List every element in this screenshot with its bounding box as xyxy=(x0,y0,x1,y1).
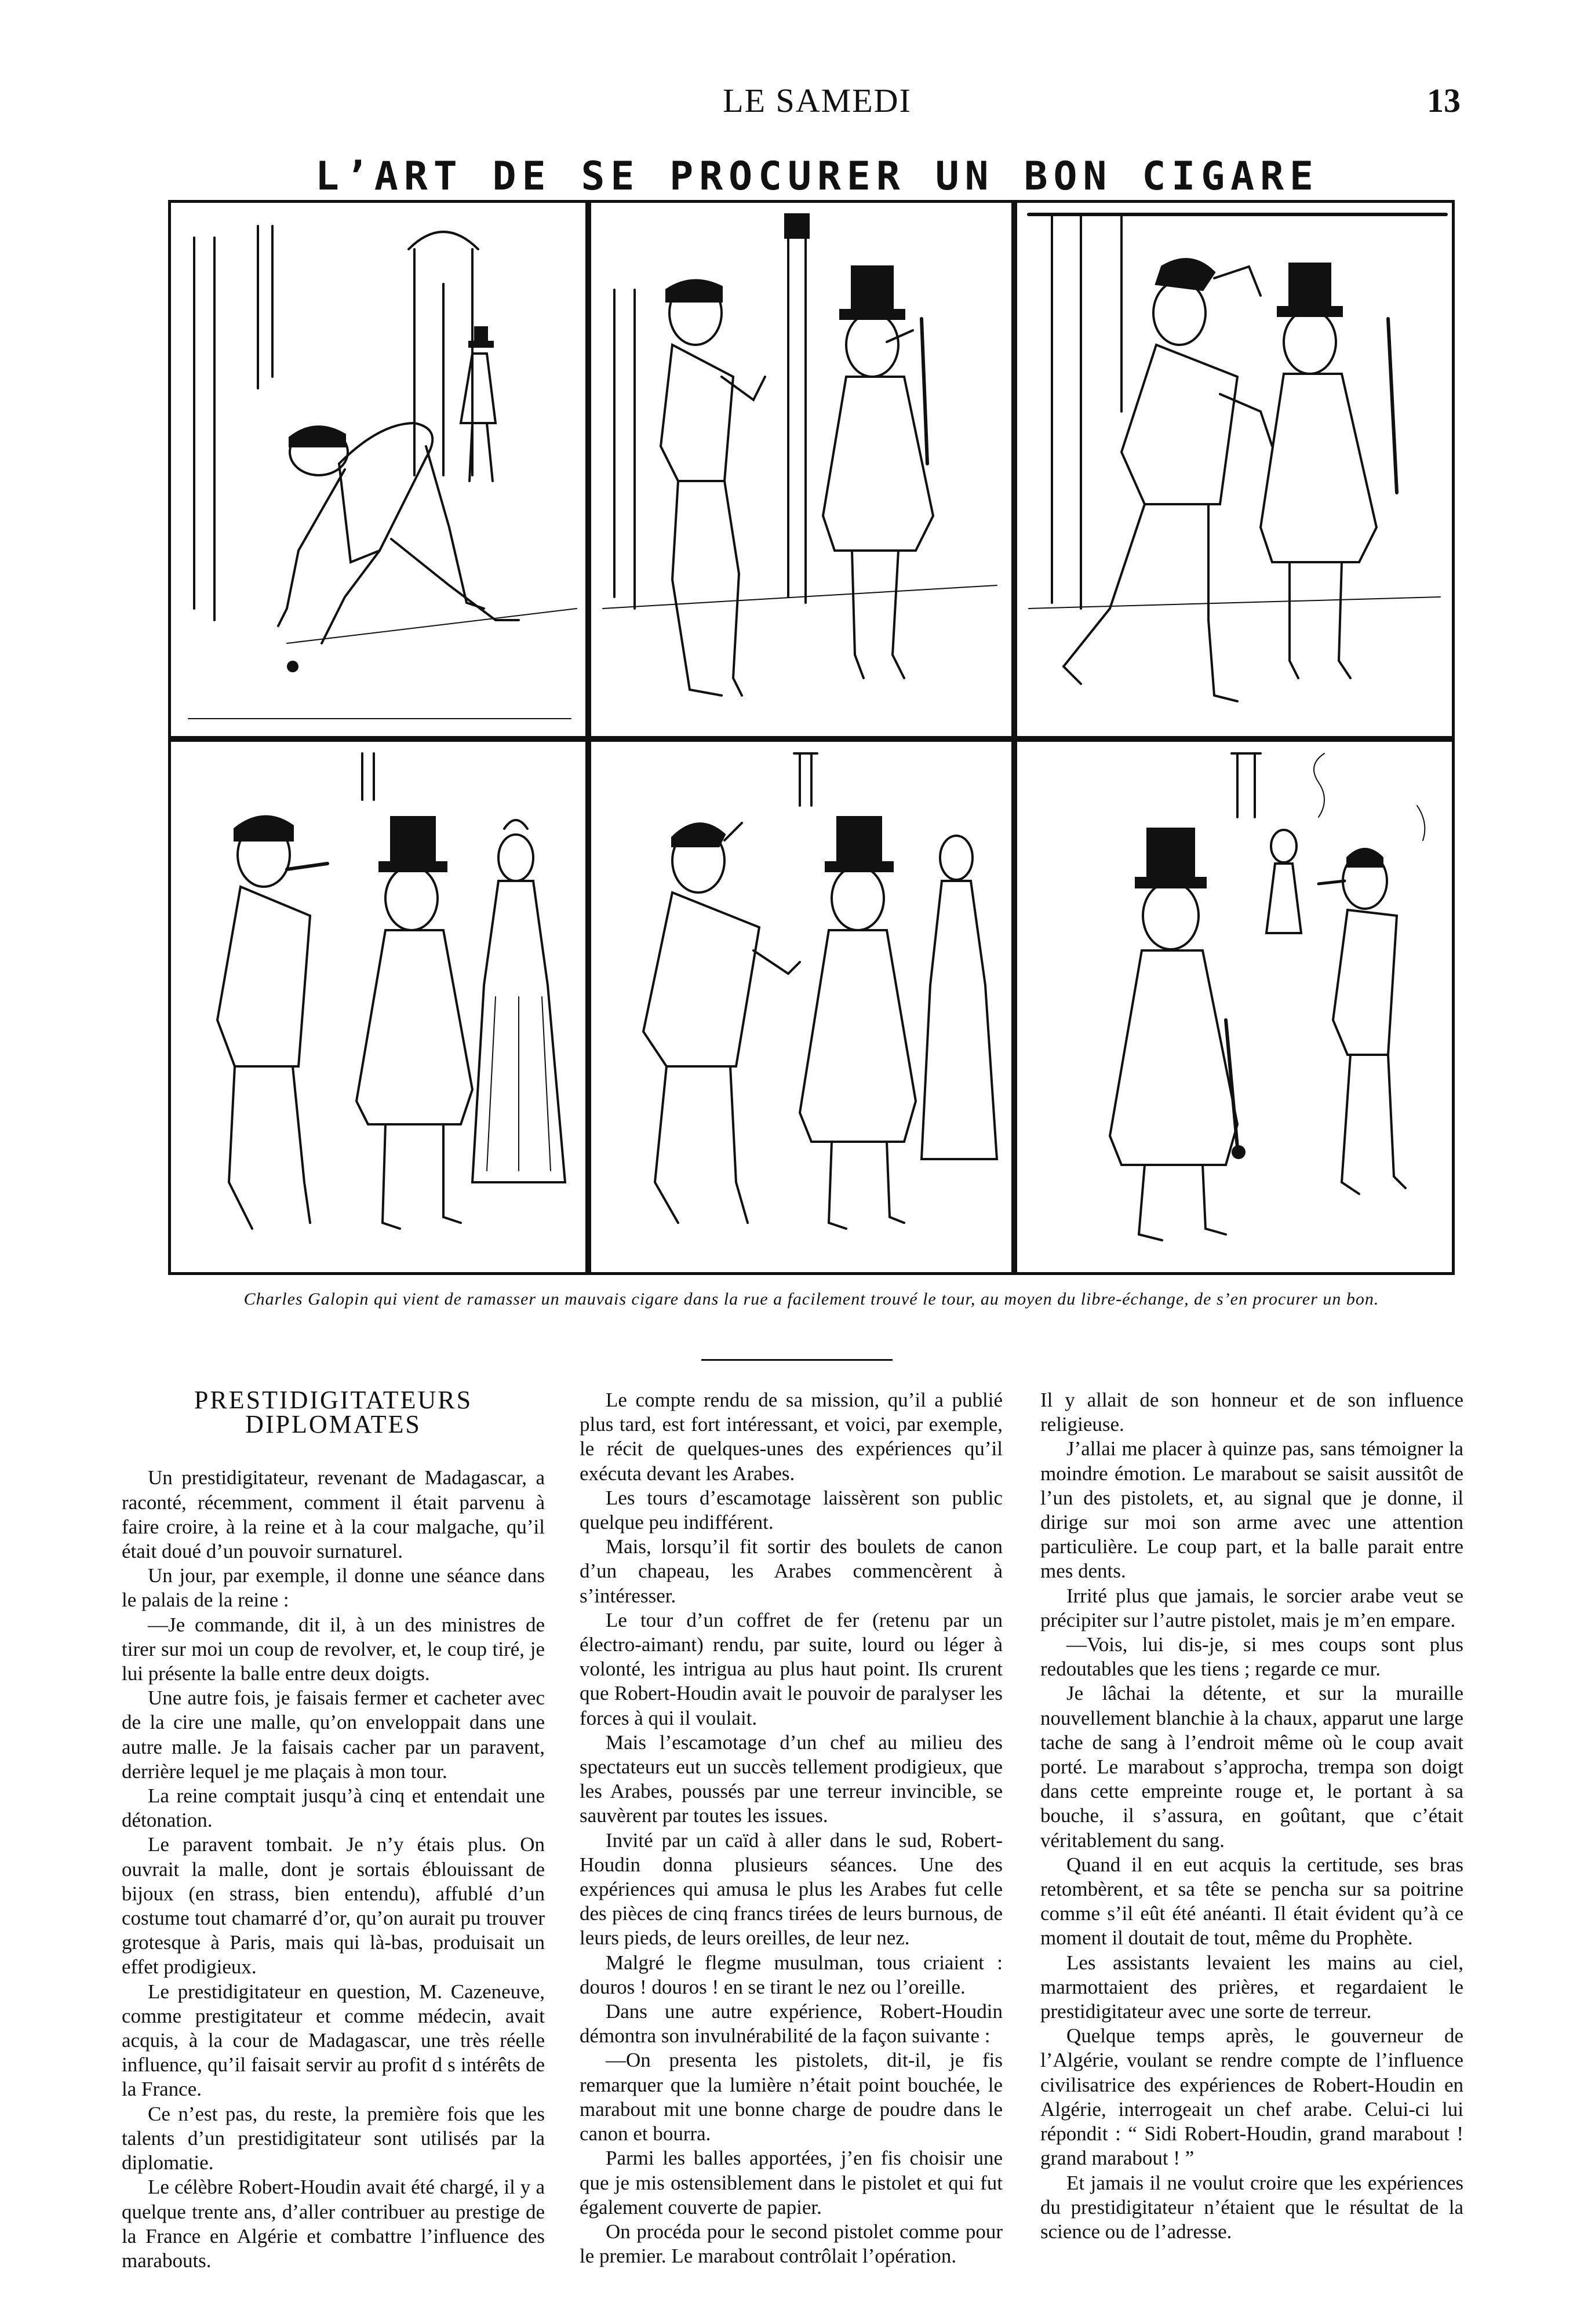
paragraph: Le compte rendu de sa mission, qu’il a publié plus tard, est fort intéressant, et voici, par exemple, le récit de quelques-unes des expériences qu’il exécuta devant les Arabes. xyxy=(580,1389,1003,1485)
comic-panel-6 xyxy=(1014,739,1455,1275)
panel-2-drawing xyxy=(591,203,1011,736)
paragraph: Je lâchai la détente, et sur la muraille nouvellement blanchie à la chaux, apparut une large tache de sang à l’endroit même où le coup avait porté. Le marabout s’approcha, trempa son doigt dans cette empreinte rouge et, le portant à sa bouche, il s’assura, en goûtant, que c’était véritablement du sang. xyxy=(1040,1682,1463,1852)
panel-4-drawing xyxy=(171,742,585,1272)
article-column-1 xyxy=(122,1388,545,2273)
paragraph: Dans une autre expérience, Robert-Houdin démontra son invulnérabilité de la façon suivante : xyxy=(580,2000,1003,2048)
paragraph: La reine comptait jusqu’à cinq et entendait une détonation. xyxy=(122,1784,545,1832)
comic-caption: Charles Galopin qui vient de ramasser un mauvais cigare dans la rue a facilement trouvé le tour, au moyen du libre-échange, de s’en procurer un bon. xyxy=(243,1290,1379,1309)
comic-panel-1 xyxy=(168,200,588,739)
paragraph: Un prestidigitateur, revenant de Madagascar, a raconté, récemment, comment il était parvenu à faire croire, à la reine et à la cour malgache, qu’il était doué d’un pouvoir surnaturel. xyxy=(122,1466,545,1563)
article-title: PRESTIDIGITATEURS DIPLOMATES xyxy=(194,1386,473,1439)
page-number: 13 xyxy=(1427,82,1461,119)
paragraph: Un jour, par exemple, il donne une séance dans le palais de la reine : xyxy=(122,1564,545,1612)
article-column-3 xyxy=(1040,1388,1463,2244)
panel-3-drawing xyxy=(1017,203,1452,736)
paragraph: Mais l’escamotage d’un chef au milieu des spectateurs eut un succès tellement prodigieux, que les Arabes, poussés par une terreur invincible, se sauvèrent par toutes les issues. xyxy=(580,1731,1003,1827)
paragraph: Le paravent tombait. Je n’y étais plus. On ouvrait la malle, dont je sortais éblouissant de bijoux (en strass, bien entendu), affublé d’un costume tout chamarré d’or, qu’on aurait pu trouver grotesque à Paris, mais qui là-bas, produisait un effet prodigieux. xyxy=(122,1833,545,1979)
paragraph: Quand il en eut acquis la certitude, ses bras retombèrent, et sa tête se pencha sur sa poitrine comme s’il eût été anéanti. Il était évident qu’à ce moment il doutait de tout, même du Prophète. xyxy=(1040,1853,1463,1950)
comic-panel-5 xyxy=(588,739,1014,1275)
panel-6-drawing xyxy=(1017,742,1452,1272)
paragraph: Ce n’est pas, du reste, la première fois que les talents d’un prestidigitateur sont utilisés par la diplomatie. xyxy=(122,2102,545,2174)
comic-panel-2 xyxy=(588,200,1014,739)
comic-title: L’ART DE SE PROCURER UN BON CIGARE xyxy=(315,154,1319,199)
paragraph: J’allai me placer à quinze pas, sans témoigner la moindre émotion. Le marabout se saisit aussitôt de l’un des pistolets, et, au signal que je donne, il dirige sur moi son arme avec une attention particulière. Le coup part, et la balle parait entre mes dents. xyxy=(1040,1437,1463,1583)
paragraph: Les tours d’escamotage laissèrent son public quelque peu indifférent. xyxy=(580,1486,1003,1534)
paragraph: On procéda pour le second pistolet comme pour le premier. Le marabout contrôlait l’opération. xyxy=(580,2220,1003,2268)
paragraph: —On presenta les pistolets, dit-il, je fis remarquer que la lumière n’était point bouchée, le marabout mit une bonne charge de poudre dans le canon et bourra. xyxy=(580,2049,1003,2145)
paragraph: —Vois, lui dis-je, si mes coups sont plus redoutables que les tiens ; regarde ce mur. xyxy=(1040,1633,1463,1681)
masthead xyxy=(174,81,1461,128)
paragraph: Quelque temps après, le gouverneur de l’Algérie, voulant se rendre compte de l’influence civilisatrice des expériences de Robert-Houdin en Algérie, interrogeait un chef arabe. Celui-ci lui répondit : “ Sidi Robert-Houdin, grand marabout ! grand marabout ! ” xyxy=(1040,2024,1463,2170)
article-column-2 xyxy=(580,1388,1003,2268)
paragraph: Irrité plus que jamais, le sorcier arabe veut se précipiter sur l’autre pistolet, mais je m’en empare. xyxy=(1040,1584,1463,1631)
panel-1-drawing xyxy=(171,203,585,736)
comic-strip xyxy=(168,200,1449,1269)
paragraph: Le prestidigitateur en question, M. Cazeneuve, comme prestigitateur et comme médecin, avait acquis, à la cour de Madagascar, une très réelle influence, qu’il faisait servir au profit d s intérêts de la France. xyxy=(122,1980,545,2101)
paragraph: Malgré le flegme musulman, tous criaient : douros ! douros ! en se tirant le nez ou l’oreille. xyxy=(580,1951,1003,1998)
paragraph: Les assistants levaient les mains au ciel, marmottaient des prières, et regardaient le prestidigitateur avec une sorte de terreur. xyxy=(1040,1951,1463,2023)
paragraph: Le célèbre Robert-Houdin avait été chargé, il y a quelque trente ans, d’aller contribuer au prestige de la France en Algérie et combattre l’influence des marabouts. xyxy=(122,2176,545,2272)
divider-rule xyxy=(701,1359,893,1361)
paragraph: Invité par un caïd à aller dans le sud, Robert-Houdin donna plusieurs séances. Une des expériences qui amusa le plus les Arabes fut celle des pièces de cinq francs tirées de leurs burnous, de leurs pieds, de leurs oreilles, de leur nez. xyxy=(580,1828,1003,1950)
paragraph: —Je commande, dit il, à un des ministres de tirer sur moi un coup de revolver, et, le coup tiré, je lui présente la balle entre deux doigts. xyxy=(122,1613,545,1685)
paragraph: Il y allait de son honneur et de son influence religieuse. xyxy=(1040,1389,1463,1436)
journal-title: LE SAMEDI xyxy=(723,82,912,119)
paragraph: Et jamais il ne voulut croire que les expériences du prestidigitateur n’étaient que le résultat de la science ou de l’adresse. xyxy=(1040,2171,1463,2243)
panel-5-drawing xyxy=(591,742,1011,1272)
paragraph: Le tour d’un coffret de fer (retenu par un électro-aimant) rendu, par suite, lourd ou léger à volonté, les intrigua au plus haut point. Ils crurent que Robert-Houdin avait le pouvoir de paralyser les forces à qui il voulait. xyxy=(580,1608,1003,1729)
comic-panel-4 xyxy=(168,739,588,1275)
paragraph: Une autre fois, je faisais fermer et cacheter avec de la cire une malle, qu’on enveloppait dans une autre malle. Je la faisais cacher par un paravent, derrière lequel je me plaçais à mon tour. xyxy=(122,1686,545,1783)
comic-panel-3 xyxy=(1014,200,1455,739)
paragraph: Mais, lorsqu’il fit sortir des boulets de canon d’un chapeau, les Arabes commencèrent à s’intéresser. xyxy=(580,1535,1003,1607)
paragraph: Parmi les balles apportées, j’en fis choisir une que je mis ostensiblement dans le pistolet et qui fut également couverte de papier. xyxy=(580,2147,1003,2219)
